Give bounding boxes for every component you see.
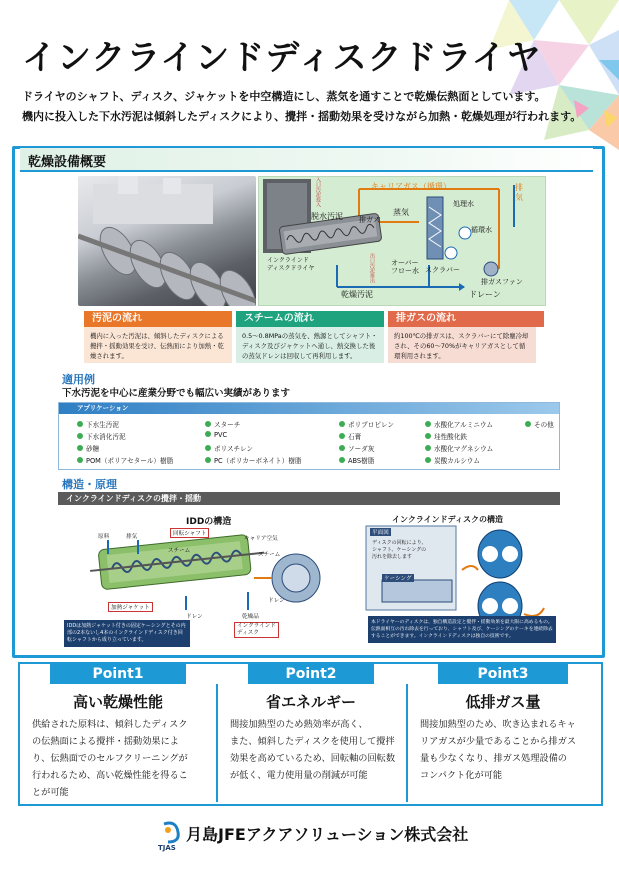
point-body-line: コンパクト化が可能 [420, 770, 503, 781]
idd-note: IDDは加熱ジャケット付きの固定ケーシングとその内部の2本ないし4本のインクラインドディスク付き回転シャフトから成り立っています。 [64, 620, 190, 647]
bullet-icon [205, 457, 211, 463]
applications-subheading: 下水汚泥を中心に産業分野でも幅広い実績があります [62, 388, 291, 399]
flow-label-scrubber: スクラバー [425, 266, 460, 274]
idd-title: IDDの構造 [186, 517, 232, 527]
bullet-icon [77, 445, 83, 451]
idd-structure-diagram [58, 510, 356, 655]
card-steam-text: 0.5〜0.8MPaの蒸気を、熱源としてシャフト・ディスク及びジャケットへ通し、熱交換した後の蒸気ドレンは回収して再利用します。 [236, 327, 384, 363]
point-title: 低排ガス量 [465, 693, 541, 711]
point-body-line: 効果を高めているため、回転軸の回転数 [230, 753, 396, 764]
point-body-line: が低く、電力使用量の削減が可能 [230, 770, 368, 781]
flow-label-exhaust-fan: 排ガスファン [481, 278, 523, 286]
idd-label-raw: 原料 [98, 534, 110, 540]
application-item: スターチ [205, 419, 240, 429]
idd-label-rotary-shaft: 回転シャフト [170, 528, 209, 538]
bullet-icon [77, 433, 83, 439]
application-item: ポリプロピレン [339, 419, 394, 429]
point-label: Point3 [438, 664, 568, 684]
bullet-icon [205, 421, 211, 427]
lead-line-2: 機内に投入した下水汚泥は傾斜したディスクにより、攪拌・揺動効果を受けながら加熱・乾燥処理が行われます。 [22, 110, 582, 123]
disk-note: 本ドライヤーのディスクは、独自構造設定と攪拌・揺動効果を最大限に高めるもの。伝熱面相互の汚れ除去を行っており、シャフト及び、ケーシングのケーキを連続除去することができます。インクラインドディスクは独自の技術です。 [368, 616, 556, 643]
application-item: PVC [205, 431, 227, 439]
overview-section-header [20, 148, 593, 172]
bullet-icon [339, 445, 345, 451]
application-item: 水酸化マグネシウム [425, 443, 493, 453]
flow-label-dewatered-sludge: 脱水汚泥 [311, 212, 343, 221]
disk-label-plane: 平面図 [372, 530, 389, 536]
point-body-line: 間接加熱型のため、吹き込まれるキャ [420, 719, 576, 730]
structure-heading: 構造・原理 [62, 478, 117, 491]
application-item: 下水消化汚泥 [77, 431, 126, 441]
disk-structure-diagram [362, 510, 560, 655]
idd-label-steam-1: スチーム [168, 548, 191, 554]
card-gas-title: 排ガスの流れ [388, 311, 544, 327]
flow-label-drain: ドレーン [469, 290, 501, 299]
bullet-icon [205, 431, 211, 437]
application-item: 炭酸カルシウム [425, 455, 480, 465]
applications-box [58, 402, 560, 470]
application-item: 石膏 [339, 431, 361, 441]
point-body-line: り、伝熱面でのセルフクリーニングが [32, 753, 188, 764]
flow-label-steam: 蒸気 [393, 208, 409, 217]
bullet-icon [339, 433, 345, 439]
flow-label-circulating-water: 循環水 [471, 226, 492, 234]
idd-label-carrier-air: キャリア空気 [244, 536, 278, 542]
point-divider [406, 684, 408, 802]
flow-label-exhaust-gas: 排ガス [359, 216, 380, 224]
application-item: 水酸化アルミニウム [425, 419, 493, 429]
point-title: 高い乾燥性能 [72, 693, 163, 711]
application-item: PC（ポリカーボネイト）樹脂 [205, 455, 302, 465]
flow-label-exhaust: 排 気 [515, 183, 523, 202]
company-logo-text: TJAS [158, 844, 176, 852]
application-item: ポリスチレン [205, 443, 253, 453]
point-body-line: 供給された原料は、傾斜したディスク [32, 719, 188, 730]
idd-label-drain-1: ドレン [186, 614, 203, 620]
card-sludge-text: 機内に入った汚泥は、傾斜したディスクによる攪拌・揺動効果を受け、伝熱面により加熱・乾燥されます。 [84, 327, 232, 363]
applications-box-header: アプリケーション [59, 403, 559, 414]
bullet-icon [425, 433, 431, 439]
idd-label-dried: 乾燥品 [242, 614, 259, 620]
lead-line-1: ドライヤのシャフト、ディスク、ジャケットを中空構造にし、蒸気を通すことで乾燥伝熱面としています。 [22, 90, 546, 103]
point-body [32, 716, 210, 801]
point-label: Point2 [248, 664, 374, 684]
point-body [420, 716, 592, 784]
bullet-icon [425, 445, 431, 451]
flow-label-inlet: 入口汚泥投入 [315, 177, 321, 207]
bullet-icon [425, 457, 431, 463]
card-steam-title: スチームの流れ [236, 311, 384, 327]
flow-label-treated-water: 処理水 [453, 200, 474, 208]
point-body-line: リアガスが少量であることから排ガス [420, 736, 577, 747]
flow-label-carrier-gas: キャリアガス（循環） [371, 182, 451, 191]
application-item: POM（ポリアセタール）樹脂 [77, 455, 173, 465]
application-item: その他 [525, 419, 554, 429]
dryer-photo [78, 176, 256, 306]
disk-label-casing: ケーシング [384, 576, 412, 582]
application-item: ABS樹脂 [339, 455, 374, 465]
company-logo-icon [160, 820, 180, 842]
flow-label-overflow-water: オーバー フロー水 [391, 259, 419, 275]
bullet-icon [525, 421, 531, 427]
process-flow-diagram [258, 176, 546, 306]
application-item: ソーダ灰 [339, 443, 374, 453]
point-title: 省エネルギー [265, 693, 356, 711]
point-body-line: とが可能 [32, 787, 69, 798]
idd-label-heat-jacket: 加熱ジャケット [108, 602, 153, 612]
application-item: 下水生汚泥 [77, 419, 119, 429]
bullet-icon [77, 421, 83, 427]
bullet-icon [339, 421, 345, 427]
application-item: 珪性酸化鉄 [425, 431, 467, 441]
bullet-icon [77, 457, 83, 463]
flow-label-dryer: インクラインド ディスクドライヤ [267, 257, 315, 272]
overview-title: 乾燥設備概要 [28, 155, 107, 170]
point-body-line: 行われるため、高い乾燥性能を得るこ [32, 770, 188, 781]
bullet-icon [339, 457, 345, 463]
idd-label-exhaust: 排気 [126, 534, 138, 540]
card-sludge-title: 汚泥の流れ [84, 311, 232, 327]
application-item: 砂糖 [77, 443, 99, 453]
flow-label-dried-sludge: 乾燥汚泥 [341, 290, 373, 299]
disk-label-rotation-note: ディスクの回転により、シャフト、ケーシングの汚れを除去します [372, 540, 427, 560]
point-body-line: の伝熱面による攪拌・揺動効果によ [32, 736, 179, 747]
bullet-icon [205, 445, 211, 451]
structure-bar: インクラインドディスクの攪拌・揺動 [58, 492, 560, 505]
point-divider [216, 684, 218, 802]
point-body-line: また、傾斜したディスクを使用して攪拌 [230, 736, 395, 747]
point-label: Point1 [50, 664, 186, 684]
page-title: インクラインドディスクドライヤ [22, 38, 542, 78]
disk-title: インクラインドディスクの構造 [392, 515, 503, 524]
idd-label-drain-2: ドレン [268, 598, 285, 604]
point-body-line: 量も少なくなり、排ガス処理設備の [420, 753, 567, 764]
bullet-icon [425, 421, 431, 427]
applications-heading: 適用例 [62, 373, 95, 386]
company-name: 月島JFEアクアソリューション株式会社 [186, 825, 469, 844]
point-body-line: 間接加熱型のため熱効率が高く、 [230, 719, 368, 730]
idd-label-disk: インクラインド ディスク [234, 622, 279, 638]
flow-label-outlet: 出口汚泥排出 [369, 253, 375, 283]
idd-label-steam-2: スチーム [258, 552, 281, 558]
card-gas-text: 約100℃の排ガスは、スクラバーにて除塵冷却され、その60〜70%がキャリアガスとして循環利用されます。 [388, 327, 536, 363]
point-body [230, 716, 398, 784]
